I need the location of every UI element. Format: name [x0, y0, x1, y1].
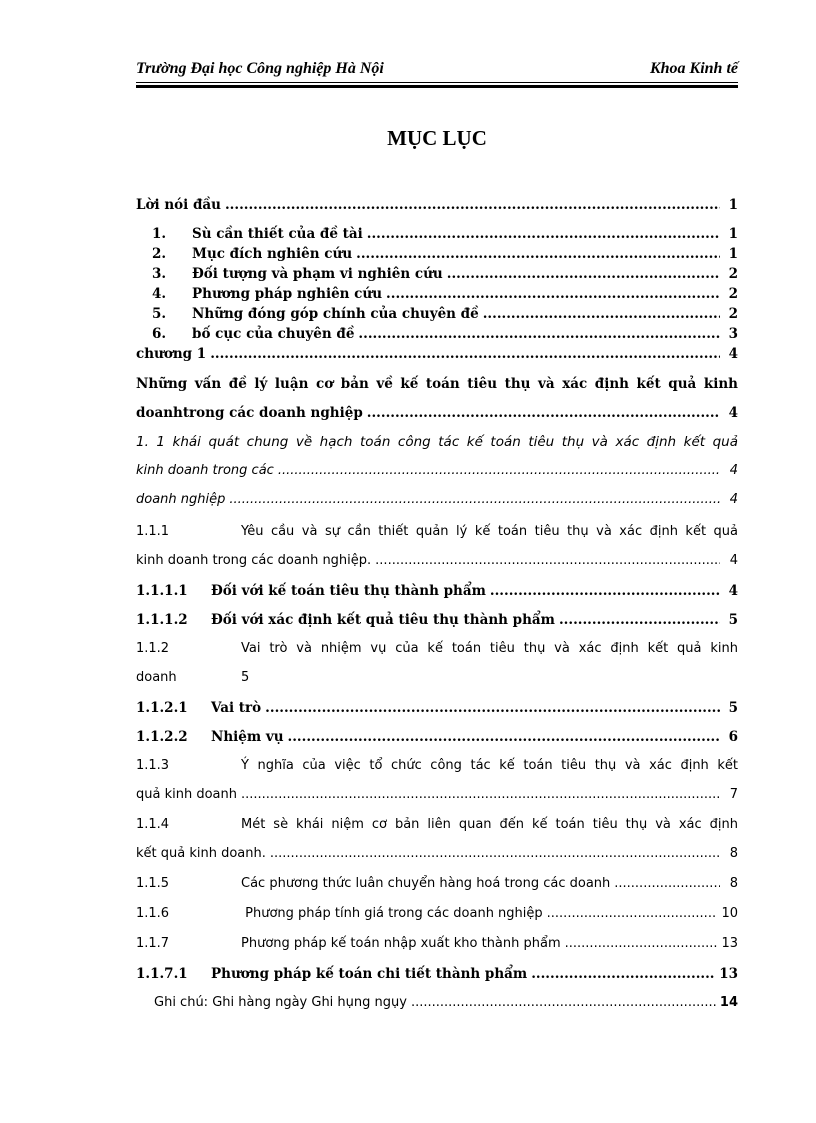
- toc-entry-text: doanh: [136, 670, 177, 685]
- toc-entry-1-1-1-2[interactable]: [136, 611, 738, 629]
- toc-page-number: 5: [728, 612, 738, 628]
- toc-entry-text: doanhtrong các doanh nghiệp: [136, 405, 363, 421]
- toc-leader: [490, 582, 720, 600]
- toc-entry-ghi-chu[interactable]: [154, 994, 738, 1012]
- toc-page-number: 1: [728, 246, 738, 262]
- toc-entry-1-1-line3[interactable]: [136, 491, 738, 509]
- toc-entry-text: Đối với xác định kết quả tiêu thụ thành phẩm: [211, 612, 555, 628]
- toc-leader: [356, 245, 720, 263]
- toc-page-number: 1: [728, 226, 738, 242]
- toc-entry-item-5[interactable]: [152, 305, 738, 323]
- toc-entry-text: chương 1: [136, 346, 207, 362]
- toc-page-number: 2: [728, 286, 738, 302]
- toc-entry-1-1-3-line2[interactable]: [136, 786, 738, 804]
- toc-leader: [358, 325, 720, 343]
- toc-leader: [367, 225, 720, 243]
- toc-entry-text: Phương pháp nghiên cứu: [192, 286, 383, 302]
- toc-leader: [270, 845, 720, 863]
- toc-leader: [210, 345, 720, 363]
- toc-page-number: 4: [728, 405, 738, 421]
- toc-entry-1-1-3-line1[interactable]: [136, 757, 738, 775]
- toc-page-number: 5: [241, 670, 250, 685]
- toc-item-number: 1.1.2.1: [136, 700, 188, 716]
- toc-leader: [411, 994, 716, 1012]
- toc-page-number: 4: [729, 463, 738, 478]
- toc-entry-chapter-title[interactable]: [136, 404, 738, 422]
- toc-entry-1-1-2-line1[interactable]: [136, 640, 738, 658]
- toc-entry-1-1-1-line1[interactable]: [136, 523, 738, 541]
- toc-leader: [447, 265, 720, 283]
- toc-page-number: 13: [719, 966, 738, 982]
- toc-page-number: 4: [728, 346, 738, 362]
- toc-page-number: 2: [728, 306, 738, 322]
- toc-page-number: 14: [719, 995, 738, 1010]
- toc-entry-1-1-5[interactable]: [136, 875, 738, 893]
- toc-entry-text: Đối tượng và phạm vi nghiên cứu: [192, 266, 443, 282]
- toc-entry-1-1-4-line2[interactable]: [136, 845, 738, 863]
- toc-leader: [229, 491, 720, 509]
- toc-item-number: 2.: [152, 246, 167, 262]
- toc-item-number: 1.1.7.1: [136, 966, 188, 982]
- toc-entry-chuong-1[interactable]: [136, 345, 738, 363]
- toc-entry-1-1-2-line2[interactable]: [136, 669, 738, 687]
- toc-entry-text: Các phương thức luân chuyển hàng hoá trong các doanh: [241, 876, 611, 891]
- toc-entry-text: Lời nói đầu: [136, 197, 221, 213]
- page-title: MỤC LỤC: [387, 126, 487, 150]
- toc-item-number: 1.: [152, 226, 167, 242]
- toc-section-1-1-line1[interactable]: 1. 1 khái quát chung về hạch toán công tác kế toán tiêu thụ và xác định kết quả: [136, 434, 738, 450]
- toc-page-number: 7: [729, 787, 738, 802]
- toc-item-number: 4.: [152, 286, 167, 302]
- toc-entry-text: Nhiệm vụ: [211, 729, 284, 745]
- toc-item-number: 1.1.2.2: [136, 729, 188, 745]
- toc-page-number: 4: [729, 492, 738, 507]
- toc-page-number: 4: [729, 553, 738, 568]
- header-faculty: Khoa Kinh tế: [649, 60, 738, 77]
- toc-entry-text: kinh doanh trong các: [136, 463, 274, 478]
- toc-entry-text: Đối với kế toán tiêu thụ thành phẩm: [211, 583, 486, 599]
- toc-entry-text: Sù cần thiết của đề tài: [192, 226, 363, 242]
- toc-entry-text: Vai trò: [211, 700, 262, 716]
- page-header: [136, 60, 738, 82]
- toc-leader: [375, 552, 720, 570]
- toc-item-number: 6.: [152, 326, 167, 342]
- toc-entry-1-1-2-2[interactable]: [136, 728, 738, 746]
- toc-page-number: 8: [729, 876, 738, 891]
- toc-leader: [278, 462, 720, 480]
- toc-item-number: 1.1.5: [136, 876, 170, 891]
- toc-entry-text: Ý nghĩa của việc tổ chức công tác kế toán tiêu thụ và xác định kết: [241, 758, 738, 773]
- toc-entry-text: Phương pháp kế toán nhập xuất kho thành phẩm: [241, 936, 561, 951]
- toc-page-number: 1: [728, 197, 738, 213]
- toc-page-number: 4: [728, 583, 738, 599]
- toc-page-number: 10: [721, 906, 738, 921]
- toc-item-number: 1.1.4: [136, 817, 170, 832]
- toc-entry-text: Mục đích nghiên cứu: [192, 246, 353, 262]
- toc-leader: [386, 285, 720, 303]
- toc-entry-text: bố cục của chuyên đề: [192, 326, 355, 342]
- toc-page-number: 2: [728, 266, 738, 282]
- toc-leader: [265, 699, 720, 717]
- toc-item-number: 1.1.1.1: [136, 583, 188, 599]
- toc-entry-text: Mét sè khái niệm cơ bản liên quan đến kế toán tiêu thụ và xác định: [241, 817, 738, 832]
- toc-page-number: 6: [728, 729, 738, 745]
- toc-page-number: 5: [728, 700, 738, 716]
- toc-entry-1-1-2-1[interactable]: [136, 699, 738, 717]
- toc-entry-text: Những đóng góp chính của chuyên đề: [192, 306, 479, 322]
- toc-entry-item-2[interactable]: [152, 245, 738, 263]
- toc-leader: [241, 786, 720, 804]
- toc-entry-item-4[interactable]: [152, 285, 738, 303]
- toc-leader: [531, 965, 715, 983]
- toc-item-number: 1.1.3: [136, 758, 170, 773]
- toc-leader: [614, 875, 720, 893]
- toc-item-number: 1.1.2: [136, 641, 170, 656]
- toc-entry-text: Ghi chú: Ghi hàng ngày Ghi hụng ngụy: [154, 995, 407, 1010]
- toc-entry-text: Yêu cầu và sự cần thiết quản lý kế toán tiêu thụ và xác định kết quả: [241, 524, 738, 539]
- header-rule-thin: [136, 82, 738, 83]
- toc-entry-text: Vai trò và nhiệm vụ của kế toán tiêu thụ và xác định kết quả kinh: [241, 641, 738, 656]
- toc-leader: [367, 404, 720, 422]
- toc-item-number: 1.1.7: [136, 936, 170, 951]
- toc-entry-text: doanh nghiệp: [136, 492, 226, 507]
- toc-item-number: 1.1.6: [136, 906, 170, 921]
- toc-entry-text: quả kinh doanh: [136, 787, 237, 802]
- toc-entry-1-1-line2[interactable]: [136, 462, 738, 480]
- toc-entry-1-1-1-line2[interactable]: [136, 552, 738, 570]
- toc-item-number: 5.: [152, 306, 167, 322]
- toc-entry-item-3[interactable]: [152, 265, 738, 283]
- toc-entry-1-1-7-1[interactable]: [136, 965, 738, 983]
- toc-item-number: 1.1.1.2: [136, 612, 188, 628]
- toc-page-number: 13: [721, 936, 738, 951]
- toc-entry-item-1[interactable]: [152, 225, 738, 243]
- toc-item-number: 1.1.1: [136, 524, 170, 539]
- toc-entry-text: kinh doanh trong các doanh nghiệp.: [136, 553, 372, 568]
- toc-leader: [565, 935, 718, 953]
- toc-entry-1-1-1-1[interactable]: [136, 582, 738, 600]
- header-rule-thick: [136, 85, 738, 88]
- toc-chapter-title-line1[interactable]: Những vấn đề lý luận cơ bản về kế toán tiêu thụ và xác định kết quả kinh: [136, 376, 738, 392]
- toc-leader: [225, 196, 720, 214]
- toc-entry-loi-noi-dau[interactable]: [136, 196, 738, 214]
- toc-leader: [559, 611, 720, 629]
- toc-entry-text: Phương pháp tính giá trong các doanh nghiệp: [241, 906, 543, 921]
- toc-leader: [483, 305, 720, 323]
- toc-page-number: 8: [729, 846, 738, 861]
- toc-entry-1-1-6[interactable]: [136, 905, 738, 923]
- toc-page-number: 3: [728, 326, 738, 342]
- header-school: Trường Đại học Công nghiệp Hà Nội: [136, 60, 384, 77]
- toc-item-number: 3.: [152, 266, 167, 282]
- toc-entry-text: kết quả kinh doanh.: [136, 846, 266, 861]
- toc-entry-text: Phương pháp kế toán chi tiết thành phẩm: [211, 966, 528, 982]
- toc-leader: [288, 728, 720, 746]
- toc-entry-item-6[interactable]: [152, 325, 738, 343]
- toc-entry-1-1-4-line1[interactable]: [136, 816, 738, 834]
- toc-leader: [547, 905, 718, 923]
- toc-entry-1-1-7[interactable]: [136, 935, 738, 953]
